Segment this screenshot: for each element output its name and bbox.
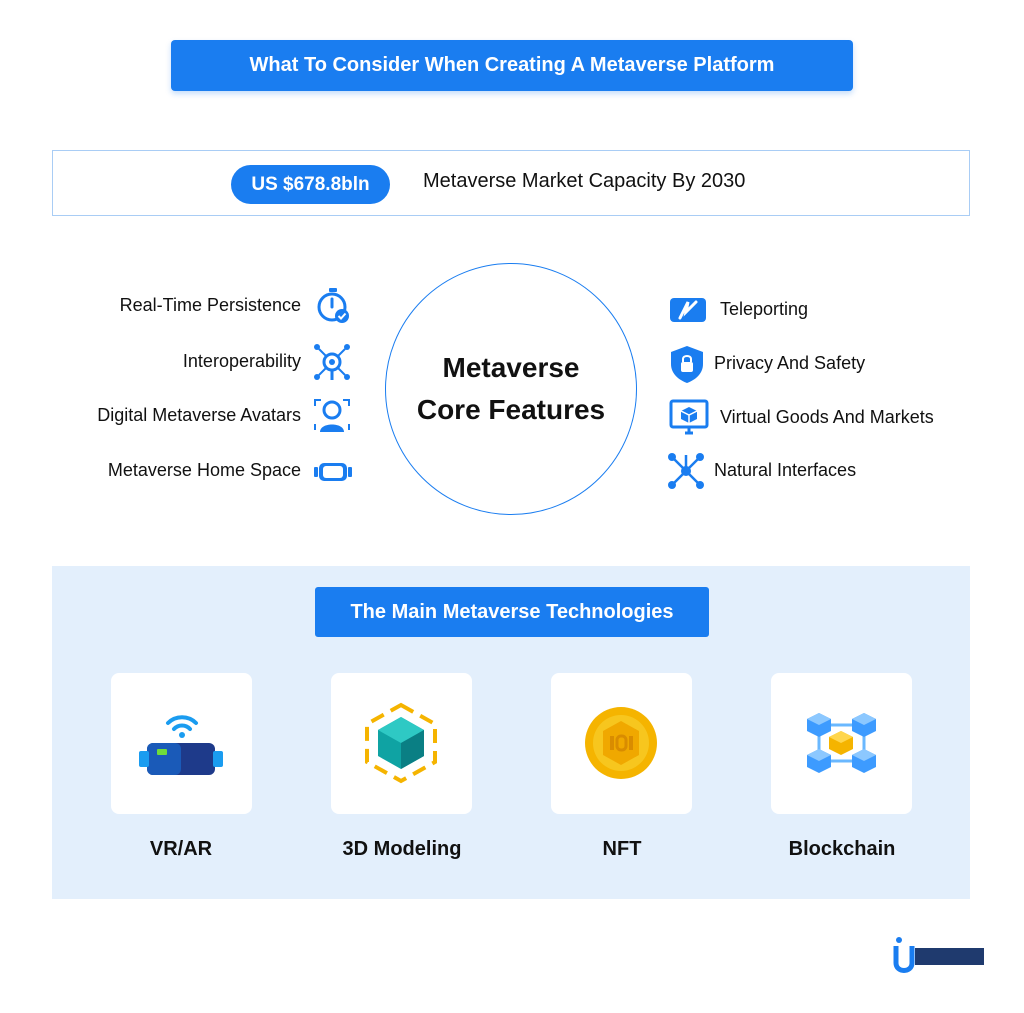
feature-interoperability: Interoperability [182,351,301,371]
tech-label-vr-ar: VR/AR [149,838,213,860]
core-title-line2: Core Features [416,394,606,425]
monitor-cube-icon [669,397,709,437]
3d-cube-icon [331,673,472,814]
molecule-icon [666,451,706,491]
market-capacity-box [52,150,970,216]
feature-teleporting: Teleporting [720,299,809,319]
core-features-circle [385,263,637,515]
technologies-title-banner [315,587,709,637]
core-title-line1: Metaverse [442,352,580,383]
blockchain-cubes-icon [771,673,912,814]
market-value-pill: US $678.8bln [231,165,390,204]
tech-card-nft [551,673,692,814]
shield-lock-icon [667,344,707,384]
feature-privacy-safety: Privacy And Safety [714,353,866,373]
tech-card-vr-ar [111,673,252,814]
network-hub-icon [312,342,352,382]
page-title-banner [171,40,853,91]
nft-coin-icon [551,673,692,814]
teleport-icon [668,290,708,330]
technologies-title: The Main Metaverse Technologies [350,600,674,623]
feature-natural-interfaces: Natural Interfaces [714,460,857,480]
feature-digital-avatars: Digital Metaverse Avatars [97,405,301,425]
vr-headset-wifi-icon [111,673,252,814]
tech-label-nft: NFT [602,838,642,860]
vr-headset-icon [313,452,353,492]
stopwatch-check-icon [313,286,353,326]
feature-real-time-persistence: Real-Time Persistence [119,295,301,315]
tech-label-3d-modeling: 3D Modeling [342,838,462,860]
tech-card-3d-modeling [331,673,472,814]
tech-card-blockchain [771,673,912,814]
tech-label-blockchain: Blockchain [788,838,896,860]
idea-usher-logo [893,935,985,975]
feature-virtual-goods: Virtual Goods And Markets [720,407,934,427]
page-title: What To Consider When Creating A Metaverse Platform [249,54,775,76]
avatar-icon [312,396,352,436]
feature-home-space: Metaverse Home Space [107,460,301,480]
market-capacity-label: Metaverse Market Capacity By 2030 [423,170,746,192]
